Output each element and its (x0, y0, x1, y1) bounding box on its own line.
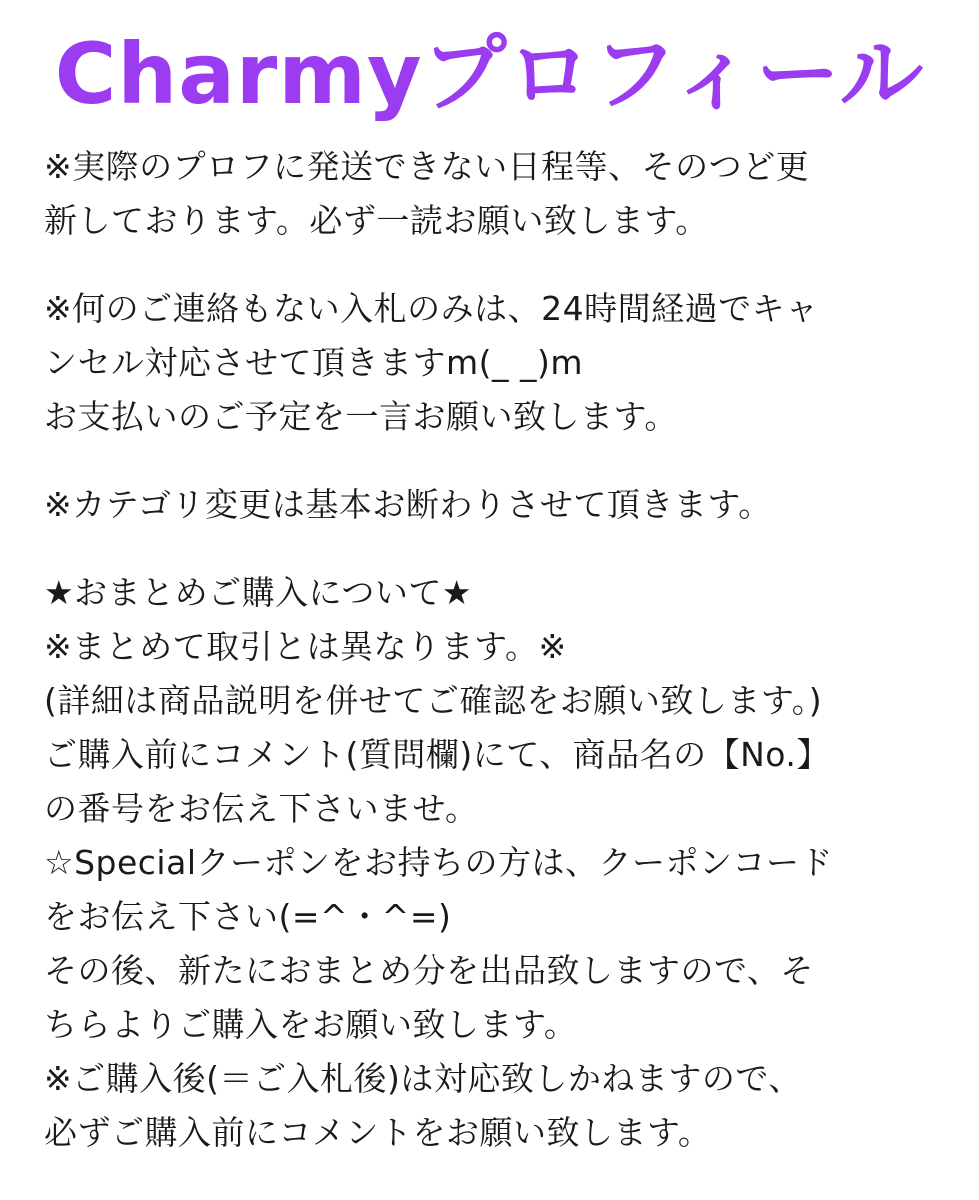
text-line: ※何のご連絡もない入札のみは、24時間経過でキャ (44, 289, 819, 328)
text-line: の番号をお伝え下さいませ。 (44, 789, 479, 828)
text-line: ※実際のプロフに発送できない日程等、そのつど更 (44, 147, 810, 186)
section-heading: ★おまとめご購入について★ (44, 573, 473, 612)
paragraph-gap (44, 532, 944, 566)
text-line: お支払いのご予定を一言お願い致します。 (44, 397, 678, 436)
notice-schedule (44, 140, 944, 248)
text-line: をお伝え下さい(=^・^=) (44, 897, 452, 936)
paragraph-gap (44, 444, 944, 478)
text-line: その後、新たにおまとめ分を出品致しますので、そ (44, 951, 814, 990)
text-line: (詳細は商品説明を併せてご確認をお願い致します。) (44, 681, 823, 720)
text-line: 新しております。必ず一読お願い致します。 (44, 201, 709, 240)
notice-bundle-purchase (44, 566, 944, 1160)
text-line: ※カテゴリ変更は基本お断わりさせて頂きます。 (44, 485, 772, 524)
text-line: ンセル対応させて頂きますm(_ _)m (44, 343, 584, 382)
notice-body (44, 140, 944, 1160)
text-line: ※ご購入後(＝ご入札後)は対応致しかねますので、 (44, 1059, 802, 1098)
paragraph-gap (44, 248, 944, 282)
text-line: ご購入前にコメント(質問欄)にて、商品名の【No.】 (44, 735, 830, 774)
notice-cancellation (44, 282, 944, 444)
text-line: ちらよりご購入をお願い致します。 (44, 1005, 578, 1044)
text-line: 必ずご購入前にコメントをお願い致します。 (44, 1113, 712, 1152)
page-title: Charmyプロフィール (54, 25, 925, 123)
notice-category (44, 478, 944, 532)
text-line: ☆Specialクーポンをお持ちの方は、クーポンコード (44, 843, 833, 882)
text-line: ※まとめて取引とは異なります。※ (44, 627, 567, 666)
